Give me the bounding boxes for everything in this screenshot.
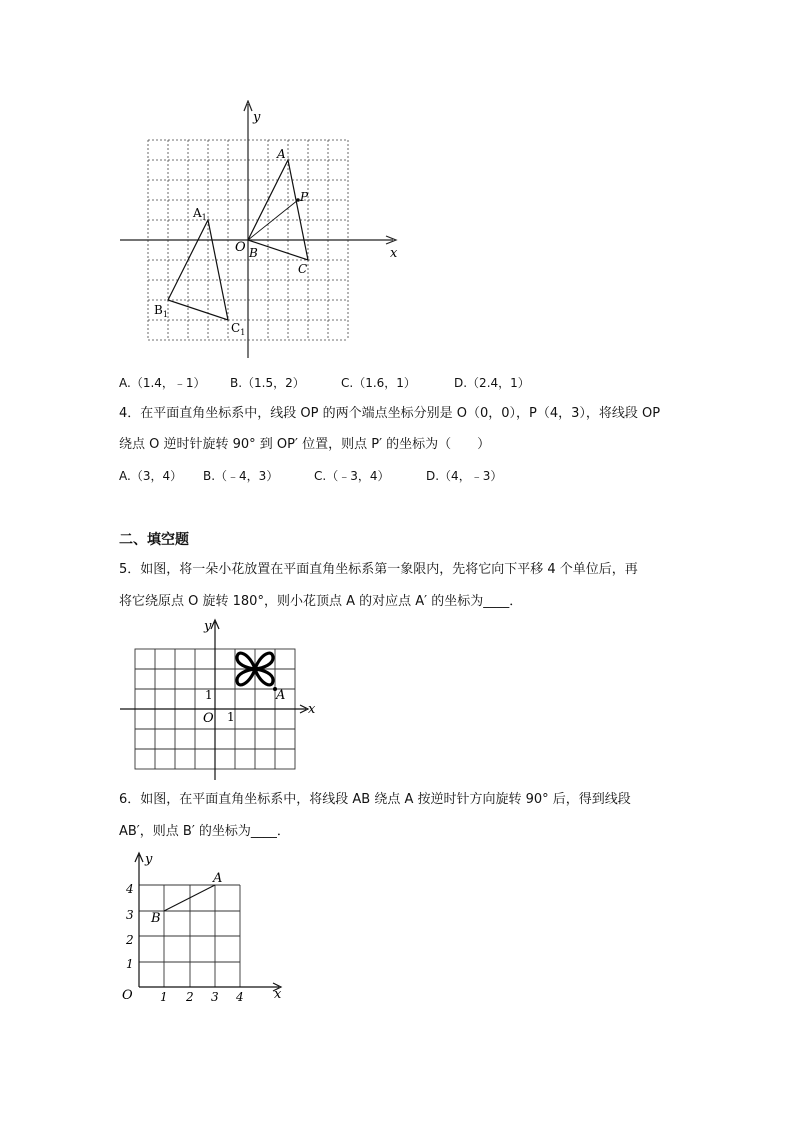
fig3-x-tick-labels [160,990,244,1004]
segment-bp [248,200,298,240]
fig3-y-label: y [145,852,153,867]
q3-option-c: C.（1.6，1） [341,376,416,390]
fig2-label-a: A [276,688,286,703]
q4-option-c: C.（﹣3，4） [314,469,390,483]
fig3-label-b: B [151,911,161,926]
fig1-label-c: C [298,262,308,276]
figure-2-flower-grid [115,612,325,782]
fig2-origin-label: O [203,711,214,726]
fig3-x-label: x [274,987,282,1002]
segment-ab [164,885,215,911]
figure-3-coordinate-grid [115,845,295,1010]
fig2-x-label: x [308,702,316,717]
fig2-x-tick-1: 1 [227,710,235,724]
q6-question-line-1: 6．如图，在平面直角坐标系中，将线段 AB 绕点 A 按逆时针方向旋转 90° 后，得到线段 [119,792,631,807]
fig1-label-p: P [300,190,309,204]
fig2-y-label: y [204,619,212,634]
fig3-y-tick: 4 [126,882,134,896]
fig1-x-label: x [390,246,398,261]
fig3-x-tick: 3 [211,990,219,1004]
fig3-origin-label: O [122,988,133,1003]
fig3-label-a: A [213,871,223,886]
q3-option-b: B.（1.5，2） [230,376,305,390]
section-heading-fill-in: 二、填空题 [119,532,189,548]
q5-question-line-2: 将它绕原点 O 旋转 180°，则小花顶点 A 的对应点 A′ 的坐标为____． [119,594,523,609]
q4-option-b: B.（﹣4，3） [203,469,279,483]
q6-question-line-2: AB′，则点 B′ 的坐标为____． [119,824,290,839]
fig3-y-tick: 2 [126,933,134,947]
q4-option-d: D.（4，﹣3） [426,469,503,483]
figure-1-coordinate-grid [110,100,410,360]
fig3-x-tick: 2 [186,990,194,1004]
fig1-y-label: y [253,110,261,125]
fig3-x-tick: 4 [236,990,244,1004]
fig3-y-tick-labels [125,882,134,971]
fig1-label-b: B [249,246,258,260]
fig3-x-tick: 1 [160,990,168,1004]
q5-question-line-1: 5．如图，将一朵小花放置在平面直角坐标系第一象限内，先将它向下平移 4 个单位后，再 [119,562,638,577]
fig1-label-a: A [277,147,286,161]
fig1-origin-label: O [235,240,246,255]
triangle-a1b1c1 [168,220,228,320]
fig1-label-b1: $B_1$ [154,303,168,319]
fig2-y-tick-1: 1 [205,688,213,702]
q4-question-line-1: 4．在平面直角坐标系中，线段 OP 的两个端点坐标分别是 O（0，0），P（4，3），将线段 OP [119,406,661,421]
fig1-label-a1: $A_1$ [193,206,207,222]
fig3-y-tick: 1 [126,957,134,971]
q4-question-line-2: 绕点 O 逆时针旋转 90° 到 OP′ 位置，则点 P′ 的坐标为（ ） [119,437,491,452]
q3-option-a: A.（1.4，﹣1） [119,376,206,390]
fig3-y-tick: 3 [126,908,134,922]
figure-1-axes [120,101,396,358]
q4-option-a: A.（3，4） [119,469,183,483]
fig1-label-c1: $C_1$ [231,321,246,337]
figure-3-gridlines [139,885,240,987]
triangle-abc [248,160,308,260]
q3-option-d: D.（2.4，1） [454,376,530,390]
